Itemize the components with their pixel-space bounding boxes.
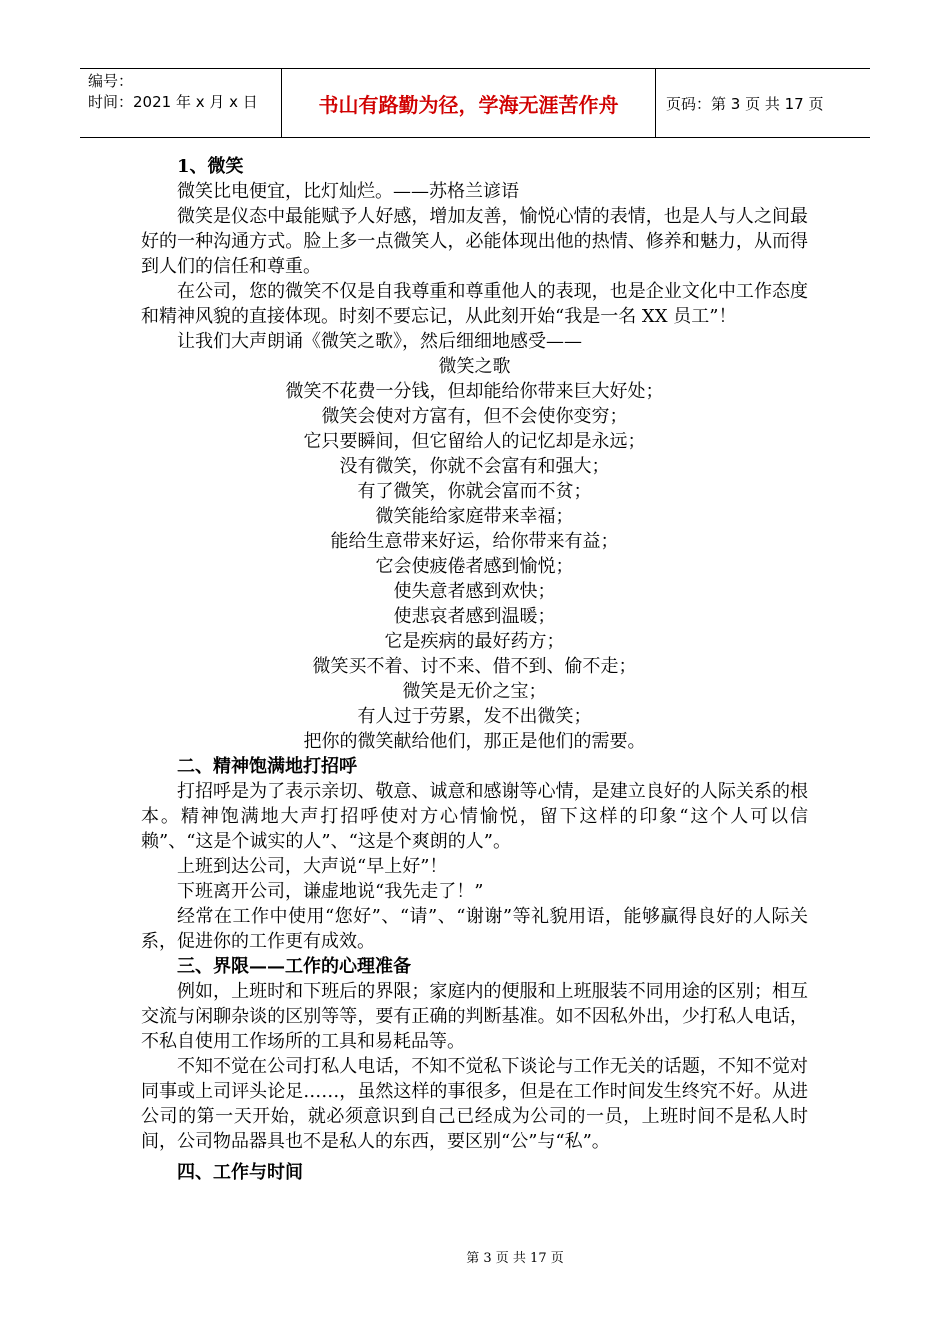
poem-line: 把你的微笑献给他们，那正是他们的需要。: [303, 731, 646, 752]
poem-title: 微笑之歌: [438, 356, 511, 377]
poem-line: 微笑是无价之宝；: [402, 681, 547, 702]
poem-line: 微笑买不着、讨不来、借不到、偷不走；: [312, 656, 637, 677]
poem-line: 有了微笑，你就会富而不贫；: [357, 481, 592, 502]
paragraph: 例如，上班时和下班后的界限；家庭内的便服和上班服装不同用途的区别；相互交流与闲聊杂谈的区别等等，要有正确的判断基准。如不因私外出，少打私人电话，不私自使用工作场所的工具和易耗品等。: [141, 981, 808, 1052]
page-header: [80, 68, 870, 138]
poem-line: 能给生意带来好运，给你带来有益；: [330, 531, 619, 552]
section-1-title: 1、微笑: [177, 156, 244, 177]
poem-line: 没有微笑，你就不会富有和强大；: [339, 456, 610, 477]
poem: [141, 354, 808, 754]
paragraph: 经常在工作中使用“您好”、“请”、“谢谢”等礼貌用语，能够赢得良好的人际关系，促进你的工作更有成效。: [141, 906, 808, 952]
header-meta: [80, 69, 282, 137]
paragraph: 不知不觉在公司打私人电话，不知不觉私下谈论与工作无关的话题，不知不觉对同事或上司评头论足……，虽然这样的事很多，但是在工作时间发生终究不好。从进公司的第一天开始，就必须意识到自己已经成为公司的一员，上班时间不是私人时间，公司物品器具也不是私人的东西，要区别“公”与“私”。: [141, 1056, 808, 1152]
poem-line: 微笑会使对方富有，但不会使你变穷；: [321, 406, 628, 427]
paragraph: 打招呼是为了表示亲切、敬意、诚意和感谢等心情，是建立良好的人际关系的根本。精神饱满地大声打招呼使对方心情愉悦，留下这样的印象“这个人可以信赖”、“这是个诚实的人”、“这是个爽朗的人”。: [141, 781, 808, 852]
paragraph: 在公司，您的微笑不仅是自我尊重和尊重他人的表现，也是企业文化中工作态度和精神风貌的直接体现。时刻不要忘记，从此刻开始“我是一名 XX 员工”！: [141, 281, 808, 327]
poem-line: 微笑不花费一分钱，但却能给你带来巨大好处；: [285, 381, 664, 402]
number-label: 编号：: [88, 72, 134, 90]
poem-line: 使悲哀者感到温暖；: [393, 606, 556, 627]
paragraph: 下班离开公司，谦虚地说“我先走了！”: [177, 881, 484, 902]
poem-line: 它是疾病的最好药方；: [384, 631, 565, 652]
header-page-label: 页码：第 3 页 共 17 页: [666, 94, 824, 113]
paragraph: 微笑是仪态中最能赋予人好感，增加友善，愉悦心情的表情，也是人与人之间最好的一种沟通方式。脸上多一点微笑人，必能体现出他的热情、修养和魅力，从而得到人们的信任和尊重。: [141, 206, 808, 277]
poem-line: 它会使疲倦者感到愉悦；: [375, 556, 574, 577]
poem-line: 微笑能给家庭带来幸福；: [375, 506, 574, 527]
paragraph: 微笑比电便宜，比灯灿烂。——苏格兰谚语: [177, 181, 519, 202]
page-footer: 第 3 页 共 17 页: [466, 1251, 564, 1266]
paragraph: 上班到达公司，大声说“早上好”！: [177, 856, 448, 877]
section-3-title: 三、界限——工作的心理准备: [177, 956, 411, 977]
paragraph: 让我们大声朗诵《微笑之歌》，然后细细地感受——: [177, 331, 582, 352]
section-2-title: 二、精神饱满地打招呼: [177, 756, 357, 777]
poem-line: 有人过于劳累，发不出微笑；: [357, 706, 592, 727]
date-label: 时间：2021 年 x 月 x 日: [88, 93, 258, 111]
poem-line: 使失意者感到欢快；: [393, 581, 556, 602]
poem-line: 它只要瞬间，但它留给人的记忆却是永远；: [303, 431, 646, 452]
header-motto: 书山有路勤为径，学海无涯苦作舟: [282, 69, 656, 137]
section-4-title: 四、工作与时间: [177, 1162, 303, 1183]
document-body: [141, 154, 808, 1185]
